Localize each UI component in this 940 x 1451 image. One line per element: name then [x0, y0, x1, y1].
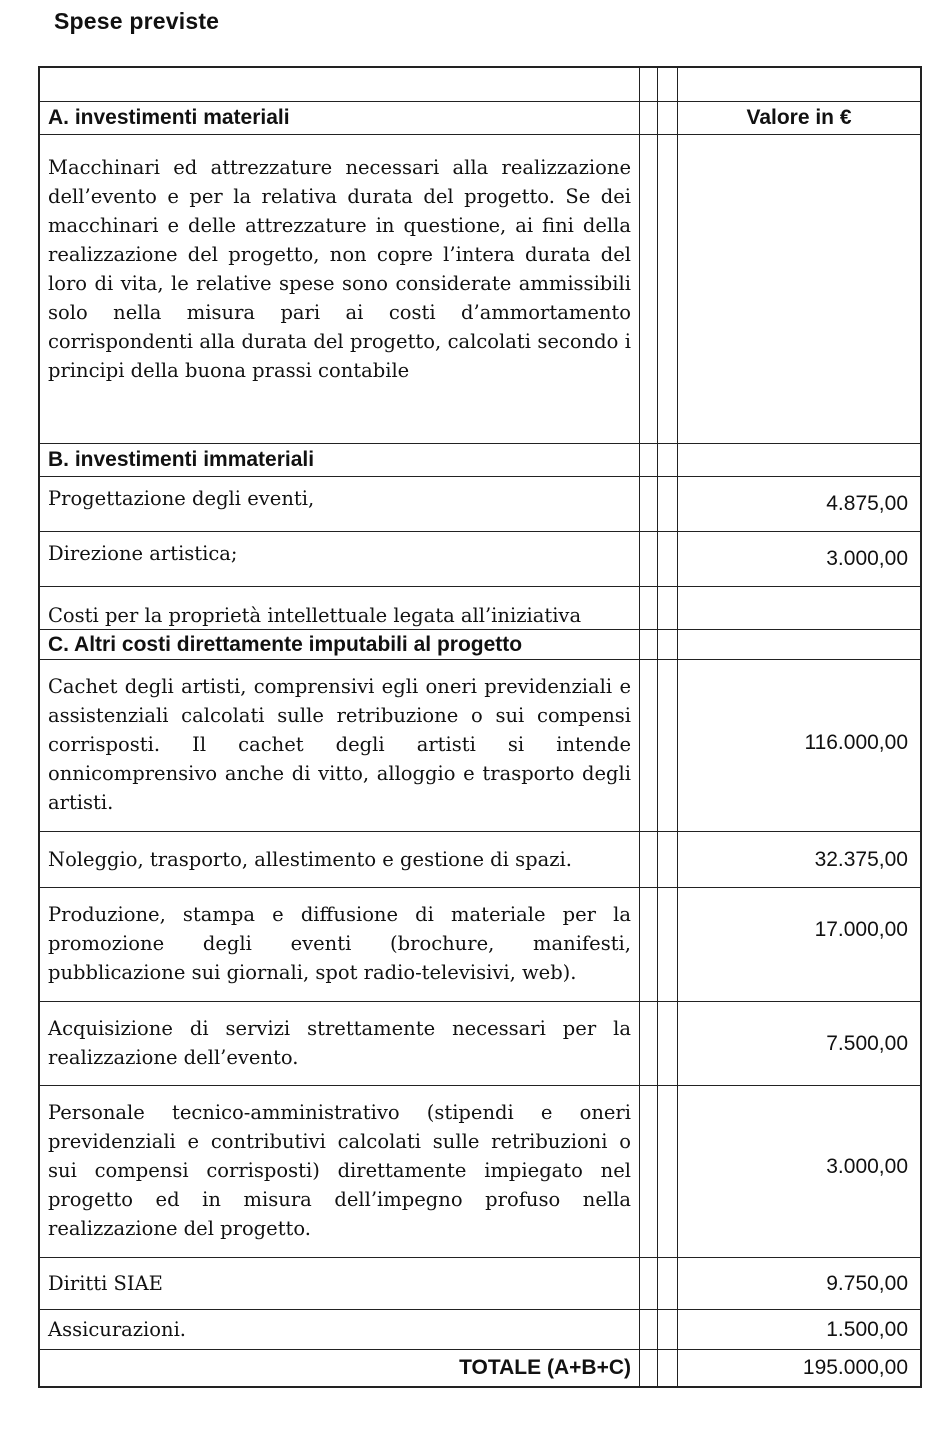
table-row — [40, 477, 920, 532]
table-row — [40, 832, 920, 888]
table-row — [40, 587, 920, 630]
table-row — [40, 1258, 920, 1310]
row-value: 7.500,00 — [826, 1032, 908, 1055]
row-label: Diritti SIAE — [40, 1258, 640, 1309]
table-row — [40, 532, 920, 587]
section-c-title: C. Altri costi direttamente imputabili al progetto — [40, 630, 640, 659]
row-value: 116.000,00 — [804, 730, 908, 754]
row-label: Noleggio, trasporto, allestimento e gestione di spazi. — [40, 832, 640, 887]
row-value: 17.000,00 — [814, 918, 908, 941]
total-row — [40, 1350, 920, 1386]
table-row — [40, 1086, 920, 1258]
section-a-header-row — [40, 102, 920, 135]
row-value: 1.500,00 — [826, 1317, 908, 1341]
row-label: Personale tecnico-amministrativo (stipendi e oneri previdenziali e contributivi calcolati sulle retribuzioni o sui compensi corrisposti) direttamente impiegato nel progetto ed in misura dell’impegno profuso nella realizzazione del progetto. — [40, 1086, 640, 1257]
row-label: Progettazione degli eventi, — [40, 477, 640, 531]
table-row — [40, 888, 920, 1002]
row-value: 9.750,00 — [826, 1271, 908, 1295]
section-b-title: B. investimenti immateriali — [40, 444, 640, 476]
section-c-header-row — [40, 630, 920, 660]
row-value: 3.000,00 — [826, 1154, 908, 1178]
expense-table — [38, 66, 922, 1388]
row-label: Costi per la proprietà intellettuale legata all’iniziativa — [40, 587, 640, 629]
row-label: Acquisizione di servizi strettamente necessari per la realizzazione dell’evento. — [40, 1002, 640, 1085]
section-a-description-row — [40, 135, 920, 444]
table-header-blank-row — [40, 68, 920, 102]
section-b-header-row — [40, 444, 920, 477]
section-a-description: Macchinari ed attrezzature necessari alla realizzazione dell’evento e per la relativa durata del progetto. Se dei macchinari e delle attrezzature in questione, ai fini della realizzazione del progetto, non copre l’intera durata del loro di vita, le relative spese sono considerate ammissibili solo nella misura pari ai costi d’ammortamento corrispondenti alla durata del progetto, calcolati secondo i principi della buona prassi contabile — [40, 135, 640, 443]
table-row — [40, 660, 920, 832]
row-label: Produzione, stampa e diffusione di materiale per la promozione degli eventi (brochure, manifesti, pubblicazione sui giornali, spot radio-televisivi, web). — [40, 888, 640, 1001]
row-value: 32.375,00 — [814, 847, 908, 871]
page-title: Spese previste — [54, 8, 220, 34]
table-row — [40, 1310, 920, 1350]
section-a-title: A. investimenti materiali — [40, 102, 640, 134]
total-value: 195.000,00 — [802, 1356, 908, 1379]
table-row — [40, 1002, 920, 1086]
row-label: Direzione artistica; — [40, 532, 640, 586]
row-value: 4.875,00 — [826, 492, 908, 515]
row-label: Cachet degli artisti, comprensivi egli oneri previdenziali e assistenziali calcolati sulle retribuzione o sui compensi corrisposti. Il cachet degli artisti si intende onnicomprensivo anche di vitto, alloggio e trasporto degli artisti. — [40, 660, 640, 831]
section-a-value — [678, 135, 920, 443]
row-label: Assicurazioni. — [40, 1310, 640, 1349]
total-label: TOTALE (A+B+C) — [40, 1350, 640, 1386]
row-value: 3.000,00 — [826, 547, 908, 570]
row-value — [678, 587, 920, 629]
value-column-header: Valore in € — [746, 106, 852, 129]
